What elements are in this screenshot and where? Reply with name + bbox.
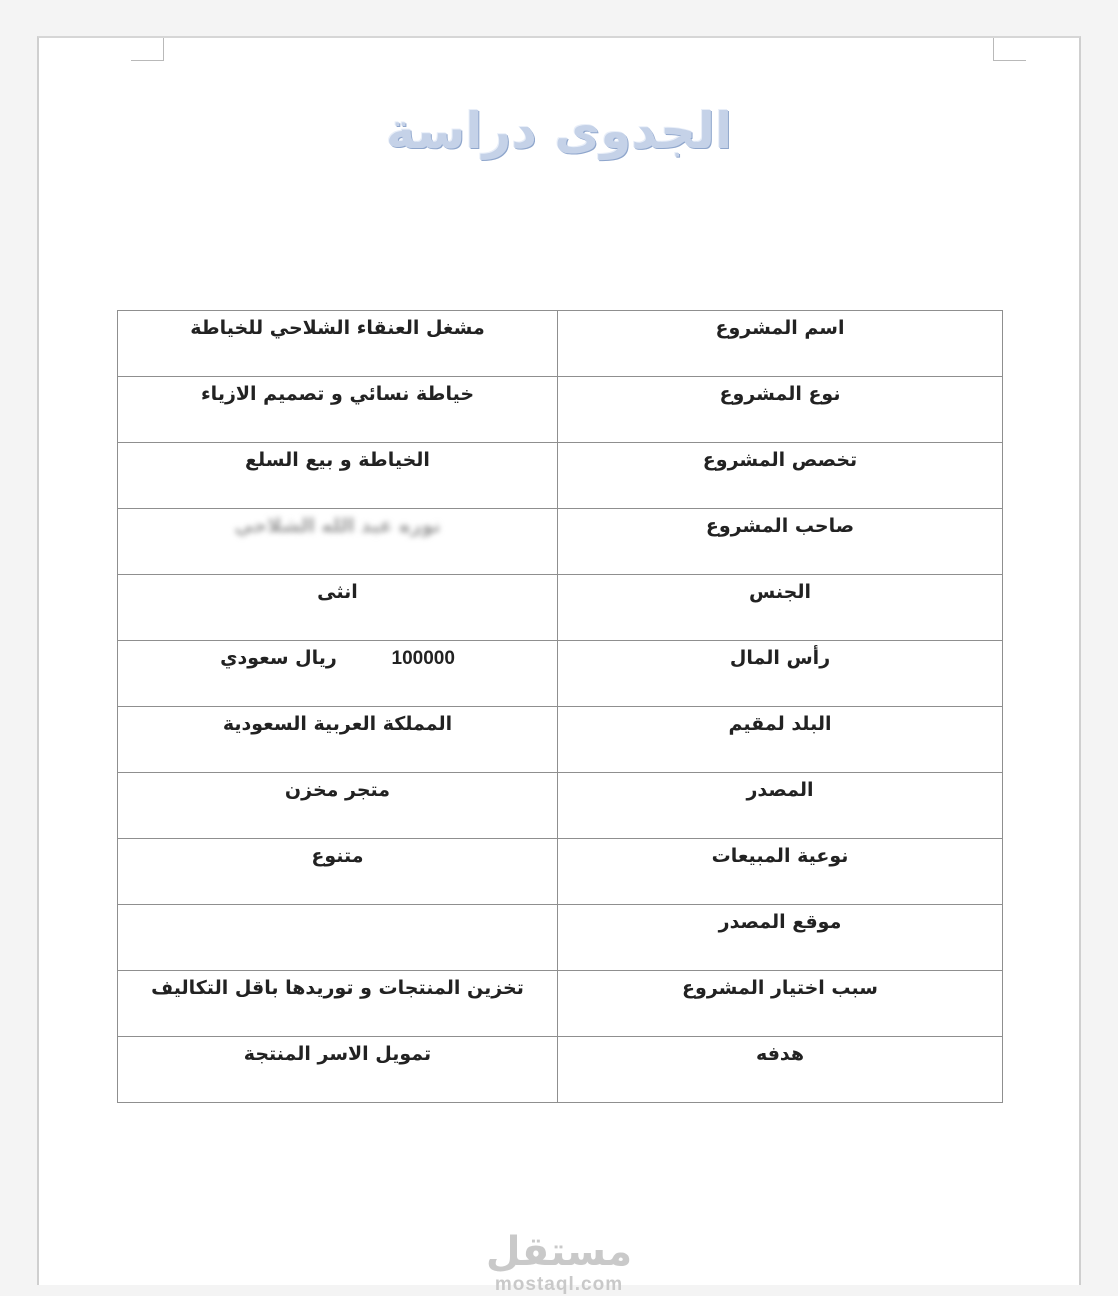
row-label: رأس المال xyxy=(558,641,1003,707)
row-label: الجنس xyxy=(558,575,1003,641)
row-label: البلد لمقيم xyxy=(558,707,1003,773)
row-label: تخصص المشروع xyxy=(558,443,1003,509)
row-value-capital xyxy=(118,641,558,707)
row-label: صاحب المشروع xyxy=(558,509,1003,575)
row-value: خياطة نسائي و تصميم الازياء xyxy=(118,377,558,443)
page-corner-mark xyxy=(131,38,164,61)
row-label: نوع المشروع xyxy=(558,377,1003,443)
row-value: المملكة العربية السعودية xyxy=(118,707,558,773)
row-label: المصدر xyxy=(558,773,1003,839)
row-label: اسم المشروع xyxy=(558,311,1003,377)
table-row xyxy=(118,575,1003,641)
row-value: مشغل العنقاء الشلاحي للخياطة xyxy=(118,311,558,377)
row-value: متنوع xyxy=(118,839,558,905)
table-row xyxy=(118,641,1003,707)
row-label: نوعية المبيعات xyxy=(558,839,1003,905)
document-title: الجدوى دراسة xyxy=(385,102,733,160)
table-row xyxy=(118,377,1003,443)
capital-amount: 100000 xyxy=(391,648,455,669)
table-row xyxy=(118,509,1003,575)
row-value: الخياطة و بيع السلع xyxy=(118,443,558,509)
watermark-logo: مستقل xyxy=(485,1229,633,1275)
page-corner-mark xyxy=(993,38,1026,61)
table-row xyxy=(118,839,1003,905)
capital-currency: ريال سعودي xyxy=(220,647,337,669)
row-value: متجر مخزن xyxy=(118,773,558,839)
document-page xyxy=(37,36,1081,1295)
row-label: هدفه xyxy=(558,1037,1003,1103)
table-row xyxy=(118,971,1003,1037)
feasibility-table xyxy=(117,310,1003,1103)
table-row xyxy=(118,443,1003,509)
table-row xyxy=(118,1037,1003,1103)
table-row xyxy=(118,773,1003,839)
blurred-owner-name: نوره عبد الله الشلاحي xyxy=(234,515,441,537)
row-value: انثى xyxy=(118,575,558,641)
row-value: تخزين المنتجات و توريدها باقل التكاليف xyxy=(118,971,558,1037)
table-row xyxy=(118,905,1003,971)
table-row xyxy=(118,311,1003,377)
row-label: سبب اختيار المشروع xyxy=(558,971,1003,1037)
row-value-blurred xyxy=(118,509,558,575)
watermark-url: mostaql.com xyxy=(494,1274,624,1295)
mostaql-watermark xyxy=(39,1230,1079,1296)
row-value: تمويل الاسر المنتجة xyxy=(118,1037,558,1103)
table-row xyxy=(118,707,1003,773)
row-value xyxy=(118,905,558,971)
row-label: موقع المصدر xyxy=(558,905,1003,971)
